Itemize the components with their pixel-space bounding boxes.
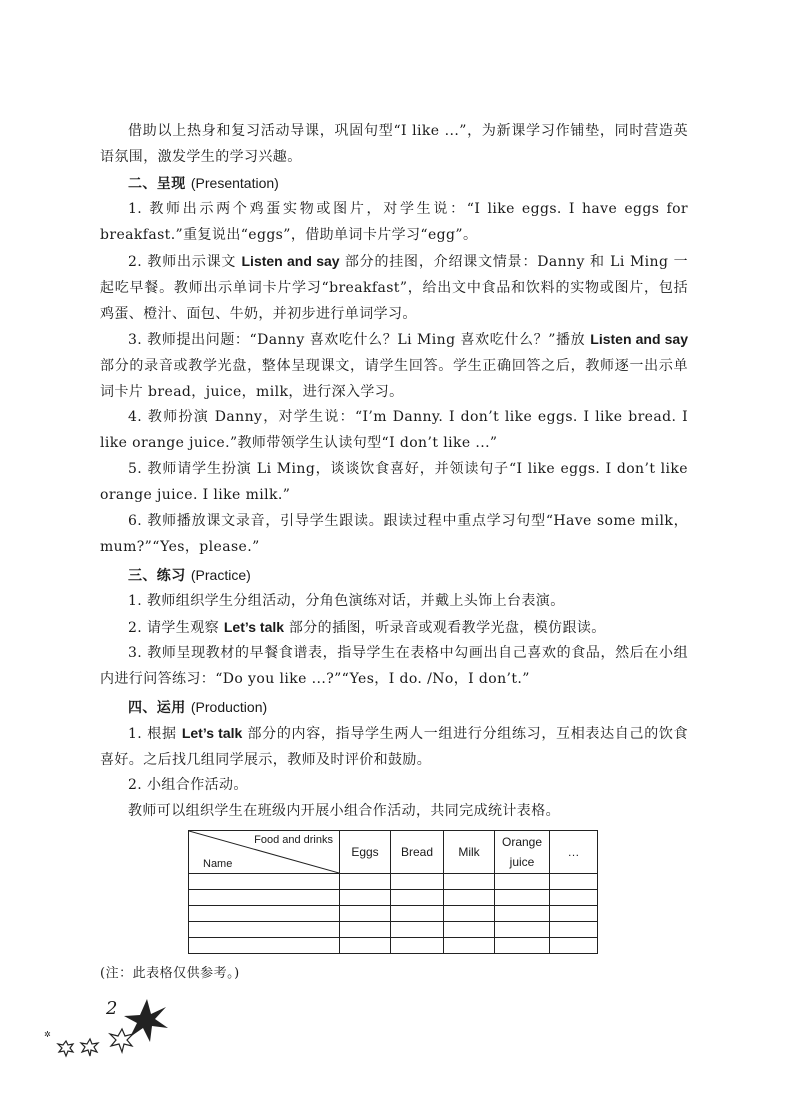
table-cell <box>391 938 444 954</box>
step-text: 部分的内容，指导学生两人一组进行分组练习，互相表达自己的饮食喜好。之后找几组同学展示，教师及时评价和鼓励。 <box>100 726 688 768</box>
table-cell <box>444 938 495 954</box>
step-text: 3. 教师提出问题：“Danny 喜欢吃什么？Li Ming 喜欢吃什么？”播放 <box>128 332 591 348</box>
presentation-step-4: 4. 教师扮演 Danny，对学生说：“I’m Danny. I don’t like eggs. I like bread. I like orange juice.”教师带领学生认读句型“I don’t like ...” <box>100 409 688 451</box>
table-cell <box>444 890 495 906</box>
large-star-icon <box>124 999 168 1042</box>
table-cell <box>495 922 550 938</box>
practice-step-3: 3. 教师呈现教材的早餐食谱表，指导学生在表格中勾画出自己喜欢的食品，然后在小组内进行问答练习：“Do you like ...?”“Yes，I do. /No，I don’t.” <box>100 645 688 687</box>
section-heading-presentation <box>128 170 716 197</box>
intro-paragraph: 借助以上热身和复习活动导课，巩固句型“I like ...”，为新课学习作铺垫，同时营造英语氛围，激发学生的学习兴趣。 <box>100 123 688 165</box>
small-star-icon <box>58 1041 73 1056</box>
table-header-row <box>189 831 598 874</box>
table-note: (注：此表格仅供参考。) <box>100 966 240 981</box>
table-cell <box>391 906 444 922</box>
column-header: Orange juice <box>495 831 550 874</box>
table-cell <box>340 906 391 922</box>
step-text: 2. 请学生观察 <box>128 620 224 636</box>
table-cell <box>550 938 598 954</box>
presentation-step-3 <box>100 326 688 405</box>
statistics-table <box>188 830 598 954</box>
heading-en: (Production) <box>190 699 268 715</box>
presentation-step-1: 1. 教师出示两个鸡蛋实物或图片，对学生说：“I like eggs. I have eggs for breakfast.”重复说出“eggs”，借助单词卡片学习“egg”。 <box>100 201 688 243</box>
heading-en: (Practice) <box>190 567 251 583</box>
step-text: 部分的录音或教学光盘，整体呈现课文，请学生回答。学生正确回答之后，教师逐一出示单词卡片 bread，juice，milk，进行深入学习。 <box>100 358 688 400</box>
header-food-and-drinks: Food and drinks <box>254 834 333 846</box>
table-cell <box>444 906 495 922</box>
table-row <box>189 890 598 906</box>
column-header: Eggs <box>340 831 391 874</box>
step-text: 2. 教师出示课文 <box>128 254 242 270</box>
production-step-1 <box>100 720 688 773</box>
table-row <box>189 906 598 922</box>
header-name: Name <box>203 858 233 870</box>
table-cell <box>189 890 340 906</box>
presentation-step-6: 6. 教师播放课文录音，引导学生跟读。跟读过程中重点学习句型“Have some milk，mum?”“Yes，please.” <box>100 513 688 555</box>
table-cell <box>391 874 444 890</box>
table-cell <box>391 890 444 906</box>
table-cell <box>444 874 495 890</box>
table-cell <box>340 874 391 890</box>
table-cell <box>550 922 598 938</box>
step-text: 1. 根据 <box>128 726 182 742</box>
table-cell <box>340 938 391 954</box>
table-cell <box>189 874 340 890</box>
column-header: Milk <box>444 831 495 874</box>
section-heading-production <box>128 694 716 721</box>
production-step-3: 教师可以组织学生在班级内开展小组合作活动，共同完成统计表格。 <box>128 803 560 819</box>
practice-step-1: 1. 教师组织学生分组活动，分角色演练对话，并戴上头饰上台表演。 <box>128 593 565 609</box>
table-cell <box>444 922 495 938</box>
table-cell <box>340 922 391 938</box>
presentation-step-5: 5. 教师请学生扮演 Li Ming，谈谈饮食喜好，并领读句子“I like eggs. I don’t like orange juice. I like milk.” <box>100 461 688 503</box>
lesson-part-name: Let’s talk <box>181 725 243 741</box>
heading-en: (Presentation) <box>190 175 279 191</box>
table-cell <box>340 890 391 906</box>
table-cell <box>550 874 598 890</box>
column-header: … <box>550 831 598 874</box>
heading-text: 四、运用 <box>128 700 186 716</box>
table-row <box>189 922 598 938</box>
diagonal-header-cell <box>189 831 340 874</box>
production-step-2: 2. 小组合作活动。 <box>128 777 248 793</box>
heading-text: 三、练习 <box>128 568 186 584</box>
tiny-star-icon: ✲ <box>44 1030 51 1039</box>
table-cell <box>189 906 340 922</box>
small-star-icon <box>81 1039 98 1056</box>
table-cell <box>550 906 598 922</box>
column-header: Bread <box>391 831 444 874</box>
table-row <box>189 938 598 954</box>
lesson-part-name: Let’s talk <box>223 619 285 635</box>
step-text: 部分的插图，听录音或观看教学光盘，模仿跟读。 <box>284 620 606 636</box>
table-cell <box>189 922 340 938</box>
lesson-part-name: Listen and say <box>241 253 340 269</box>
heading-text: 二、呈现 <box>128 176 186 192</box>
decorative-stars-icon <box>40 995 170 1065</box>
table-cell <box>391 922 444 938</box>
small-star-icon <box>110 1029 133 1052</box>
table-cell <box>495 890 550 906</box>
table-cell <box>550 890 598 906</box>
lesson-part-name: Listen and say <box>590 331 688 347</box>
table-cell <box>495 906 550 922</box>
step-text: 部分的挂图，介绍课文情景：Danny 和 Li Ming 一起吃早餐。教师出示单词卡片学习“breakfast”，给出文中食品和饮料的实物或图片，包括鸡蛋、橙汁、面包、牛奶，并初步进行单词学习。 <box>100 254 688 322</box>
section-heading-practice <box>128 562 716 589</box>
table-cell <box>495 874 550 890</box>
page-number: 2 <box>106 998 118 1019</box>
table-row <box>189 874 598 890</box>
presentation-step-2 <box>100 248 688 327</box>
practice-step-2 <box>100 614 688 641</box>
table-cell <box>189 938 340 954</box>
table-cell <box>495 938 550 954</box>
